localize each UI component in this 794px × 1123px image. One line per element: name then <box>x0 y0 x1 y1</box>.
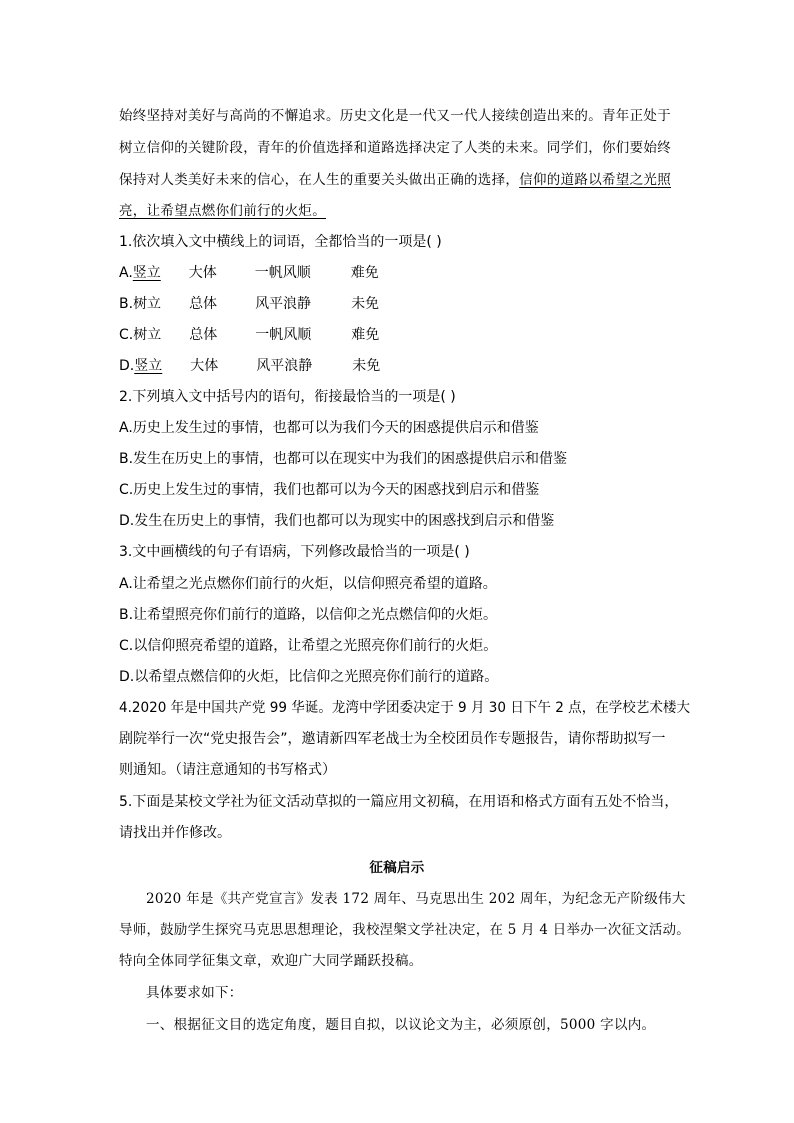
option-word-2: 总体 <box>189 296 218 312</box>
option-letter: B. <box>119 296 134 312</box>
q1-option-c <box>119 324 379 344</box>
option-word-3: 风平浪静 <box>256 358 313 374</box>
q3-option-c: C.以信仰照亮希望的道路，让希望之光照亮你们前行的火炬。 <box>119 638 498 654</box>
q3-option-d: D.以希望点燃信仰的火炬，比信仰之光照亮你们前行的道路。 <box>119 669 499 685</box>
underlined-sentence-part-2: 亮，让希望点燃你们前行的火炬。 <box>119 203 326 219</box>
q2-option-a: A.历史上发生过的事情，也都可以为我们今天的困惑提供启示和借鉴 <box>119 420 539 436</box>
notice-paragraph-1-line-1: 2020 年是《共产党宣言》发表 172 周年、马克思出生 202 周年，为纪念无产阶级伟大 <box>146 891 686 907</box>
option-word-2: 大体 <box>190 358 219 374</box>
passage-line-2: 树立信仰的关键阶段，青年的价值选择和道路选择决定了人类的未来。同学们，你们要始终 <box>119 140 671 156</box>
q2-stem: 2.下列填入文中括号内的语句，衔接最恰当的一项是( ) <box>119 389 456 405</box>
notice-title: 征稿启示 <box>369 860 425 876</box>
notice-paragraph-1-line-2: 导师，鼓励学生探究马克思思想理论，我校涅槃文学社决定，在 5 月 4 日举办一次征文活动。 <box>119 922 691 938</box>
q1-option-d <box>119 355 380 375</box>
option-word-2: 总体 <box>189 327 218 343</box>
q3-option-b: B.让希望照亮你们前行的道路，以信仰之光点燃信仰的火炬。 <box>119 607 498 623</box>
passage-line-3 <box>119 168 671 188</box>
q2-option-d: D.发生在历史上的事情，我们也都可以为现实中的困惑找到启示和借鉴 <box>119 513 555 529</box>
q3-stem: 3.文中画横线的句子有语病，下列修改最恰当的一项是( ) <box>119 544 470 560</box>
option-letter: D. <box>119 358 135 374</box>
notice-paragraph-2: 具体要求如下： <box>146 985 243 1001</box>
passage-line-4 <box>119 199 326 219</box>
option-word-1: 树立 <box>133 296 162 312</box>
option-letter: C. <box>119 327 134 343</box>
option-word-4: 难免 <box>350 265 379 281</box>
q4-line-3: 则通知。（请注意通知的书写格式） <box>119 762 336 778</box>
option-word-4: 未免 <box>352 358 381 374</box>
q3-option-a: A.让希望之光点燃你们前行的火炬，以信仰照亮希望的道路。 <box>119 576 497 592</box>
option-word-4: 未免 <box>351 296 380 312</box>
q1-option-b <box>119 293 379 313</box>
q4-line-2: 剧院举行一次“党史报告会”，邀请新四军老战士为全校团员作专题报告，请你帮助拟写一 <box>119 731 666 747</box>
option-word-4: 难免 <box>351 327 380 343</box>
q1-option-a <box>119 262 379 282</box>
option-word-1: 树立 <box>133 327 162 343</box>
passage-line-3-plain: 保持对人类美好未来的信心，在人生的重要关头做出正确的选择， <box>119 172 520 188</box>
option-letter: A. <box>119 265 133 281</box>
option-word-1: 竖立 <box>132 265 161 281</box>
q5-line-1: 5.下面是某校文学社为征文活动草拟的一篇应用文初稿，在用语和格式方面有五处不恰当， <box>119 794 679 810</box>
q5-line-2: 请找出并作修改。 <box>119 825 231 841</box>
q1-stem: 1.依次填入文中横线上的词语，全都恰当的一项是( ) <box>119 234 442 250</box>
notice-paragraph-1-line-3: 特向全体同学征集文章，欢迎广大同学踊跃投稿。 <box>119 953 423 969</box>
option-word-2: 大体 <box>188 265 217 281</box>
underlined-sentence-part-1: 信仰的道路以希望之光照 <box>519 172 672 188</box>
option-word-1: 竖立 <box>134 358 163 374</box>
q4-line-1: 4.2020 年是中国共产党 99 华诞。龙湾中学团委决定于 9 月 30 日下午 2 点，在学校艺术楼大 <box>119 700 690 716</box>
option-word-3: 风平浪静 <box>255 296 312 312</box>
option-word-3: 一帆风顺 <box>254 265 311 281</box>
notice-paragraph-3: 一、根据征文目的选定角度，题目自拟，以议论文为主，必须原创，5000 字以内。 <box>146 1017 656 1033</box>
option-word-3: 一帆风顺 <box>255 327 312 343</box>
passage-line-1: 始终坚持对美好与高尚的不懈追求。历史文化是一代又一代人接续创造出来的。青年正处于 <box>119 108 671 124</box>
q2-option-c: C.历史上发生过的事情，我们也都可以为今天的困惑找到启示和借鉴 <box>119 482 540 498</box>
q2-option-b: B.发生在历史上的事情，也都可以在现实中为我们的困惑提供启示和借鉴 <box>119 451 568 467</box>
